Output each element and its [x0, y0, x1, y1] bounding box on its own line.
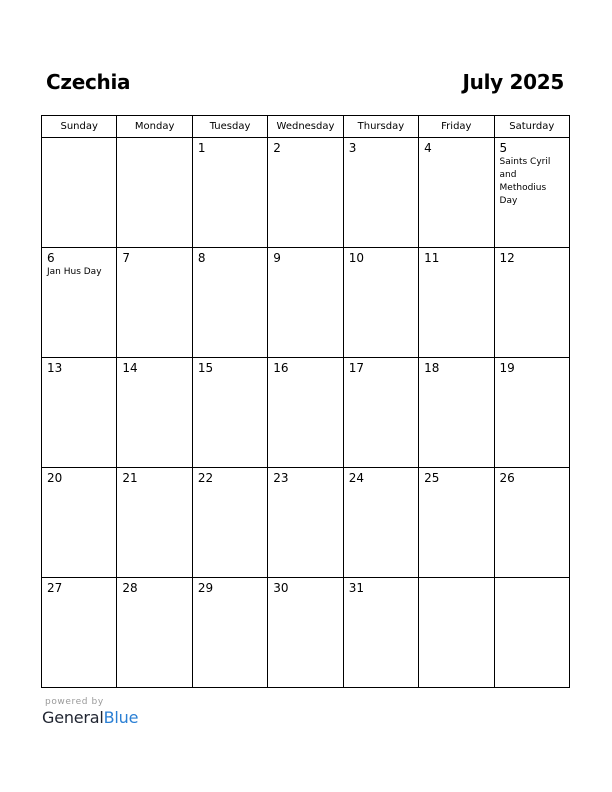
day-number: 27	[47, 581, 63, 595]
day-number: 7	[122, 251, 131, 265]
day-number: 17	[348, 361, 364, 375]
day-cell	[42, 578, 117, 688]
day-cell	[494, 248, 569, 358]
country-title: Czechia	[46, 70, 131, 94]
day-cell	[268, 248, 343, 358]
day-cell	[343, 248, 418, 358]
day-cell	[494, 578, 569, 688]
holiday-label: Jan Hus Day	[47, 267, 102, 277]
day-number: 14	[122, 361, 138, 375]
day-number: 15	[197, 361, 214, 375]
holiday-label: Saints Cyril and Methodius Day	[499, 157, 551, 206]
weekday-header: Friday	[419, 116, 494, 138]
week-row	[42, 468, 570, 578]
day-cell	[268, 358, 343, 468]
day-cell	[192, 358, 267, 468]
day-cell	[192, 578, 267, 688]
day-number: 20	[47, 471, 63, 485]
day-number: 13	[47, 361, 63, 375]
weekday-header: Thursday	[343, 116, 418, 138]
day-number: 31	[348, 581, 364, 595]
logo-general-text: General	[42, 708, 104, 727]
day-number: 28	[122, 581, 138, 595]
weekday-header: Saturday	[494, 116, 569, 138]
weekday-header: Monday	[117, 116, 192, 138]
day-cell	[343, 138, 418, 248]
day-number: 12	[499, 251, 515, 265]
day-number: 24	[348, 471, 364, 485]
month-year-title: July 2025	[462, 70, 564, 94]
day-cell	[42, 138, 117, 248]
week-row	[42, 578, 570, 688]
day-number: 25	[424, 471, 440, 485]
day-cell	[117, 468, 192, 578]
weekday-header-row	[42, 116, 570, 138]
weekday-header: Tuesday	[192, 116, 267, 138]
day-cell	[494, 138, 569, 248]
day-number: 4	[424, 141, 432, 155]
day-cell	[343, 578, 418, 688]
day-number: 22	[197, 471, 214, 485]
day-cell	[419, 358, 494, 468]
day-number: 29	[197, 581, 214, 595]
weekday-header: Wednesday	[268, 116, 343, 138]
day-cell	[192, 248, 267, 358]
day-number: 2	[273, 141, 281, 155]
day-cell	[343, 468, 418, 578]
day-cell	[42, 358, 117, 468]
day-number	[117, 138, 191, 140]
day-cell	[343, 358, 418, 468]
day-number: 5	[499, 141, 508, 155]
day-number: 16	[273, 361, 289, 375]
day-number: 30	[273, 581, 289, 595]
day-number: 6	[47, 251, 55, 265]
day-number: 8	[197, 251, 206, 265]
week-row	[42, 248, 570, 358]
day-number	[42, 138, 116, 140]
day-number: 23	[273, 471, 289, 485]
day-cell	[419, 578, 494, 688]
day-cell	[192, 468, 267, 578]
day-number: 9	[273, 251, 281, 265]
day-cell	[268, 138, 343, 248]
day-cell	[117, 248, 192, 358]
day-number: 3	[348, 141, 357, 155]
day-cell	[268, 468, 343, 578]
day-number: 26	[499, 471, 515, 485]
day-cell	[268, 578, 343, 688]
day-cell	[42, 248, 117, 358]
day-cell	[419, 248, 494, 358]
day-number: 11	[424, 251, 440, 265]
day-cell	[419, 468, 494, 578]
day-cell	[117, 138, 192, 248]
day-cell	[117, 358, 192, 468]
day-cell	[117, 578, 192, 688]
day-cell	[42, 468, 117, 578]
day-cell	[192, 138, 267, 248]
powered-by-text: powered by	[45, 697, 104, 707]
calendar-grid	[41, 115, 570, 688]
weekday-header: Sunday	[42, 116, 117, 138]
day-number: 21	[122, 471, 138, 485]
day-cell	[494, 468, 569, 578]
day-cell	[494, 358, 569, 468]
day-number	[495, 578, 569, 580]
generalblue-logo[interactable]	[42, 708, 138, 727]
day-number: 18	[424, 361, 440, 375]
day-number	[419, 578, 493, 580]
day-number: 10	[348, 251, 364, 265]
day-number: 19	[499, 361, 515, 375]
logo-blue-text: Blue	[103, 708, 139, 727]
day-cell	[419, 138, 494, 248]
day-number: 1	[197, 141, 206, 155]
week-row	[42, 358, 570, 468]
week-row	[42, 138, 570, 248]
